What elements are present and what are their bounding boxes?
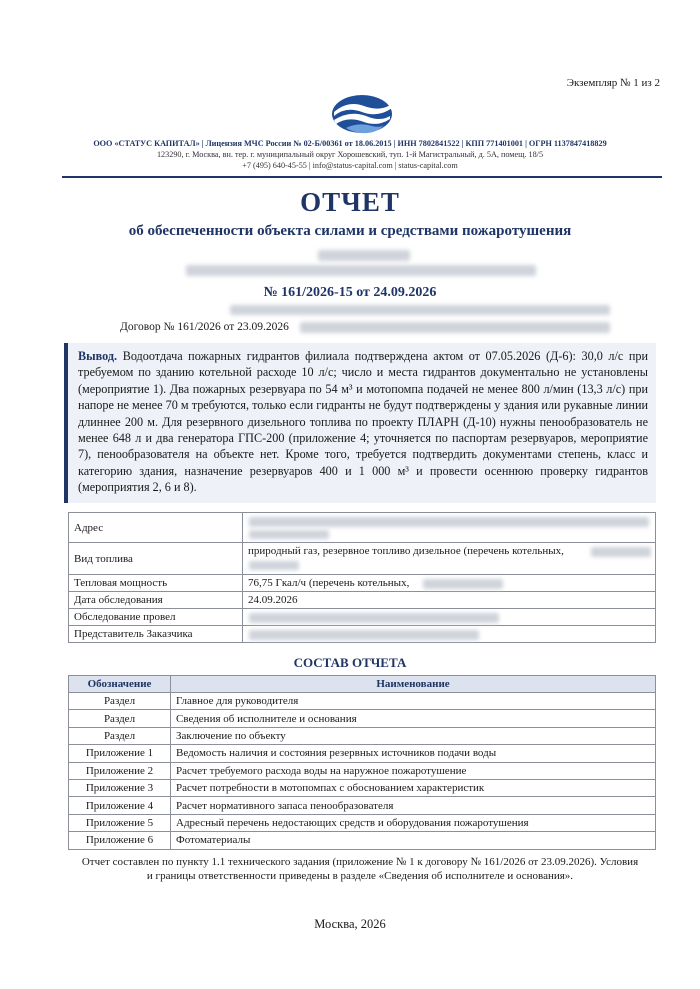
row-name: Расчет потребности в мотопомпах с обоснованием характеристик [171,779,656,796]
header-divider [62,176,662,178]
info-label: Адрес [69,513,243,543]
company-address: 123290, г. Москва, вн. тер. г. муниципальный округ Хорошевский, туп. 1-й Магистральный, д. 5А, помещ. 18/5 [156,150,544,159]
row-name: Ведомость наличия и состояния резервных источников подачи воды [171,745,656,762]
conclusion-label: Вывод. [78,349,118,363]
info-row-fuel [69,543,656,575]
document-title: ОТЧЕТ [300,187,400,217]
table-row [69,814,656,831]
table-row [69,779,656,796]
table-row [69,727,656,744]
conclusion-box [64,343,656,503]
redacted-address-2 [249,530,329,539]
composition-header-row [69,676,656,693]
info-value: природный газ, резервное топливо дизельное (перечень котельных, [243,543,656,575]
info-label: Представитель Заказчика [69,626,243,643]
table-row [69,710,656,727]
document-subtitle: об обеспеченности объекта силами и средствами пожаротушения [128,223,572,239]
company-header [0,138,700,171]
copy-number-note: Экземпляр № 1 из 2 [566,77,660,89]
row-name: Расчет нормативного запаса пенообразователя [171,797,656,814]
company-contacts: +7 (495) 640-45-55 | info@status-capital.com | status-capital.com [242,161,458,170]
contract-number: Договор № 161/2026 от 23.09.2026 [120,321,289,333]
info-label: Дата обследования [69,592,243,609]
info-value [243,609,656,626]
redacted-contract-party [300,322,610,333]
redacted-address [249,517,649,527]
row-designation: Раздел [69,710,171,727]
company-requisites: ООО «СТАТУС КАПИТАЛ» | Лицензия МЧС России № 02-Б/00361 от 18.06.2015 | ИНН 7802841522 | КПП 771401001 | ОГРН 1137847418829 [93,139,607,148]
row-designation: Приложение 3 [69,779,171,796]
info-value: 24.09.2026 [243,592,656,609]
report-number: № 161/2026-15 от 24.09.2026 [263,285,437,300]
company-logo [328,92,396,136]
info-label: Тепловая мощность [69,575,243,592]
row-name: Заключение по объекту [171,727,656,744]
footnote: Отчет составлен по пункту 1.1 технического задания (приложение № 1 к договору № 161/2026 от 23.09.2026). Условия и границы ответственности приведены в разделе «Сведения об исполнителе и основания». [81,856,639,882]
row-name: Главное для руководителя [171,693,656,710]
redacted-fuel-ref-2 [249,561,299,570]
row-name: Адресный перечень недостающих средств и оборудования пожаротушения [171,814,656,831]
info-value: 76,75 Гкал/ч (перечень котельных, [243,575,656,592]
redacted-inspector [249,613,499,623]
info-row-power [69,575,656,592]
contract-line [120,321,289,333]
row-name: Фотоматериалы [171,832,656,849]
composition-title: СОСТАВ ОТЧЕТА [293,655,407,670]
row-designation: Приложение 2 [69,762,171,779]
row-designation: Приложение 4 [69,797,171,814]
row-designation: Приложение 1 [69,745,171,762]
conclusion-text: Водоотдача пожарных гидрантов филиала подтверждена актом от 07.05.2026 (Д-6): 30,0 л/с при требуемом по зданию котельной расходе 10 л/с; число и места гидрантов документально не установлены (мероприятие 1). Два пожарных резервуара по 54 м³ и мотопомпа подачей не менее 800 л/мин (13,3 л/с) при напоре не менее 70 м требуются, только если гидранты не будут подтверждены у здания или рукавные линии длиннее 200 м. Для резервного дизельного топлива по проекту ПЛАРН (Д-10) нужны пенообразователь не менее 648 л и два генератора ГПС-200 (приложение 4; уточняется по паспортам резервуаров, мероприятие 7), пенообразователя на объекте нет. Кроме того, требуется подтвердить документами степень, класс и категорию здания, назначение резервуаров 400 и 1 000 м³ и провести осеннюю проверку гидрантов (мероприятия 2, 6 и 8). [78,349,648,495]
row-designation: Приложение 6 [69,832,171,849]
redacted-customer [230,305,610,315]
table-row [69,832,656,849]
table-row [69,693,656,710]
row-designation: Раздел [69,693,171,710]
info-row-inspector [69,609,656,626]
info-row-address [69,513,656,543]
redacted-object-address [186,265,536,276]
table-row [69,797,656,814]
info-row-customer-rep [69,626,656,643]
row-name: Сведения об исполнителе и основания [171,710,656,727]
row-designation: Раздел [69,727,171,744]
redacted-fuel-ref [591,547,651,557]
city-year: Москва, 2026 [314,917,386,931]
table-row [69,762,656,779]
info-value [243,626,656,643]
row-name: Расчет требуемого расхода воды на наружное пожаротушение [171,762,656,779]
redacted-object-name [318,250,410,261]
info-value [243,513,656,543]
info-label: Обследование провел [69,609,243,626]
column-header: Обозначение [69,676,171,693]
composition-table [68,675,656,850]
column-header: Наименование [171,676,656,693]
info-label: Вид топлива [69,543,243,575]
row-designation: Приложение 5 [69,814,171,831]
table-row [69,745,656,762]
object-info-table [68,512,656,643]
redacted-power-ref [423,579,503,589]
info-row-date [69,592,656,609]
redacted-customer-rep [249,630,479,640]
